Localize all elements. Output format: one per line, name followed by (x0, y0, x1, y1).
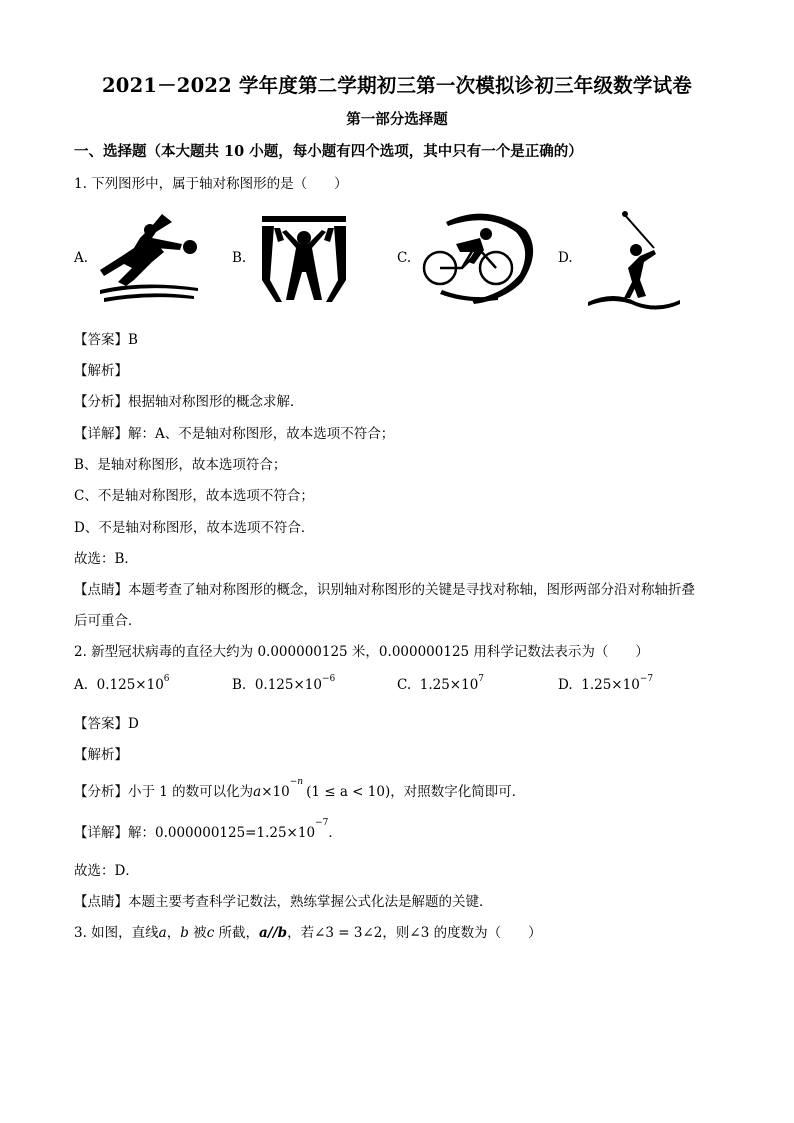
q1-fenxi: 【分析】根据轴对称图形的概念求解． (74, 394, 304, 410)
q1-choose: 故选：B． (74, 551, 138, 567)
golfer-icon (584, 210, 684, 312)
q1-answer: 【答案】B (74, 332, 138, 348)
q2-option-a: A. $0.125\times 10^6$ (74, 674, 170, 693)
q1-explain-b: B、是轴对称图形，故本选项符合； (74, 457, 287, 473)
q1-explain-c: C、不是轴对称图形，故本选项不符合； (74, 488, 314, 504)
volleyball-player-icon (94, 210, 204, 306)
question-2-stem: 2. 新型冠状病毒的直径大约为 0.000000125 米，0.000000125 用科学记数法表示为（ ） (74, 644, 649, 660)
q2-option-b: B. $0.125\times 10^{-6}$ (232, 674, 336, 693)
part-subtitle: 第一部分选择题 (346, 111, 448, 128)
q1-option-c-label: C. (397, 250, 412, 266)
q2-option-c: C. $1.25\times 10^7$ (397, 674, 485, 693)
q1-option-b-label: B. (232, 250, 247, 266)
q2-dianjing: 【点睛】本题主要考查科学记数法，熟练掌握公式化法是解题的关键． (74, 894, 493, 910)
q2-analysis-head: 【解析】 (74, 747, 128, 763)
q1-option-d-label: D. (558, 250, 573, 266)
question-1-stem: 1. 下列图形中，属于轴对称图形的是（ ） (74, 176, 348, 192)
question-3-stem: 3. 如图，直线a，b 被c 所截，a//b，若∠3 = 3∠2，则∠3 的度数为（ ） (74, 925, 542, 941)
exam-title: 2021－2022 学年度第二学期初三第一次模拟诊初三年级数学试卷 (102, 74, 692, 97)
q2-fenxi: 【分析】小于 1 的数可以化为$a\times 10^{-n}(1 \le a < 10)$，对照数字化简即可． (74, 777, 526, 800)
cyclist-icon (418, 208, 538, 306)
q2-option-d: D. $1.25\times 10^{-7}$ (558, 674, 654, 693)
q2-choose: 故选：D． (74, 863, 139, 879)
q2-answer: 【答案】D (74, 716, 139, 732)
q1-explain-d: D、不是轴对称图形，故本选项不符合． (74, 520, 315, 536)
q1-xiangjie: 【详解】解：A、不是轴对称图形，故本选项不符合； (74, 426, 395, 442)
q1-option-a-label: A. (74, 250, 89, 266)
section-heading: 一、选择题（本大题共 10 小题，每小题有四个选项，其中只有一个是正确的） (74, 143, 583, 160)
q2-xiangjie: 【详解】解：$0.000000125=1.25\times 10^{-7}$． (74, 818, 342, 841)
weightlifter-icon (256, 210, 352, 304)
q1-dianjing-line1: 【点睛】本题考查了轴对称图形的概念，识别轴对称图形的关键是寻找对称轴，图形两部分沿对称轴折叠 (74, 582, 695, 598)
q1-dianjing-line2: 后可重合． (74, 613, 142, 629)
q1-analysis-head: 【解析】 (74, 363, 128, 379)
